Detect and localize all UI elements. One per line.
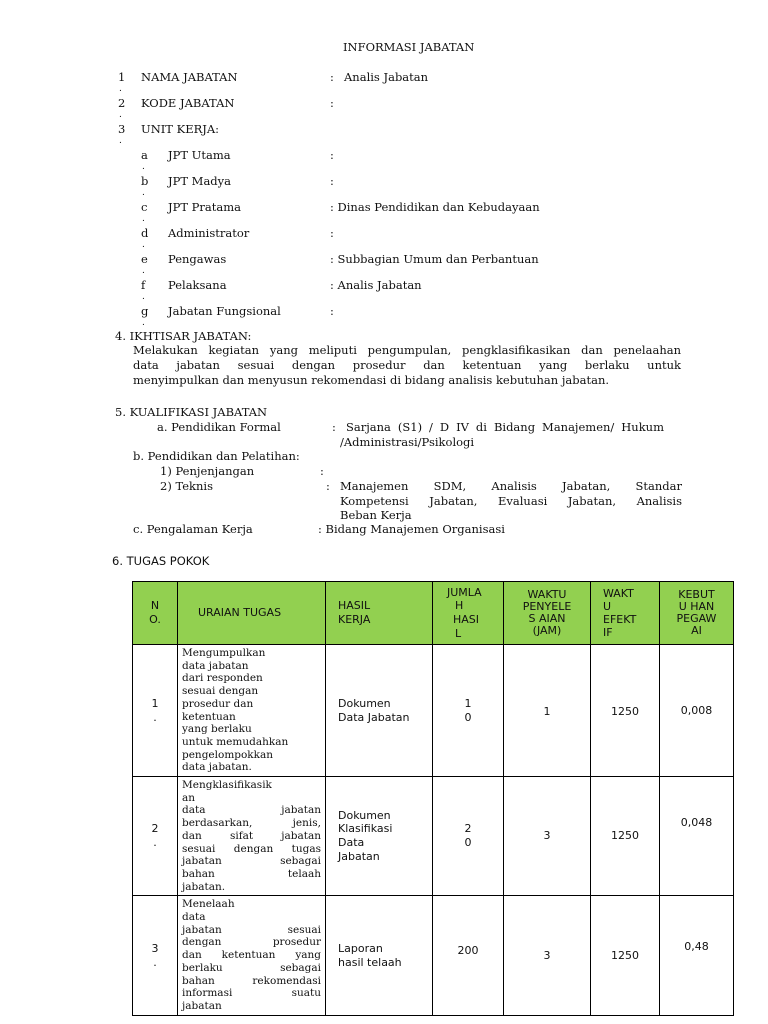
header-text: HASI [453, 613, 480, 626]
item-letter: g [141, 304, 149, 318]
cell-text: 2 [464, 822, 472, 836]
item-label: Pelaksana [168, 278, 227, 292]
list-dot: . [142, 292, 145, 302]
teknis-value: Manajemen SDM, Analisis Jabatan, Standar [340, 479, 682, 493]
header-text: KEBUT [678, 588, 715, 601]
cell-no [133, 777, 178, 896]
table-row [133, 777, 734, 896]
cell-text: 3 [151, 941, 159, 955]
cell-no [133, 896, 178, 1015]
cell-line: berlaku sebagai [182, 961, 321, 974]
cell-waktu: 3 [504, 777, 591, 896]
header-text: U [603, 600, 612, 613]
item-value: : [330, 174, 334, 188]
cell-kebutuhan: 0,048 [660, 777, 734, 896]
section-number: 2 [118, 96, 126, 110]
cell-kebutuhan: 0,008 [660, 645, 734, 777]
item-label: Jabatan Fungsional [168, 304, 281, 318]
ikhtisar-line: Melakukan kegiatan yang meliputi pengumpulan, pengklasifikasikan dan penelaahan [133, 343, 681, 357]
cell-no [133, 645, 178, 777]
cell-text: 0 [464, 836, 472, 850]
cell-line: jabatan sebagai [182, 855, 321, 868]
cell-text: Data [338, 836, 365, 850]
list-dot: . [142, 240, 145, 250]
list-dot: . [119, 110, 122, 120]
penjenjangan-label: 1) Penjenjangan [160, 464, 255, 478]
header-text: PENYELE [522, 600, 572, 613]
cell-line: jabatan sesuai [182, 923, 321, 936]
header-text: (JAM) [532, 624, 562, 637]
cell-line: dan ketentuan yang [182, 949, 321, 962]
cell-line: dengan prosedur [182, 936, 321, 949]
cell-efektif: 1250 [591, 896, 660, 1015]
cell-line: dan sifat jabatan [182, 829, 321, 842]
field-separator: : [330, 96, 334, 110]
list-dot: . [142, 214, 145, 224]
header-text: JUMLA [447, 585, 482, 599]
cell-waktu: 1 [504, 645, 591, 777]
cell-line: ketentuan [182, 710, 236, 723]
header-text: WAKTU [527, 588, 567, 601]
header-text: H [455, 599, 464, 613]
cell-jumlah [433, 777, 504, 896]
list-dot: . [142, 266, 145, 276]
header-text: S AIAN [528, 612, 566, 625]
field-separator: : [332, 420, 336, 434]
cell-text: Laporan [338, 941, 383, 955]
cell-line: Mengklasifikasik [182, 779, 272, 792]
header-text: L [455, 626, 462, 640]
item-letter: b [141, 174, 149, 188]
item-letter: a [141, 148, 148, 162]
cell-line: untuk memudahkan [182, 735, 289, 748]
ikhtisar-line: menyimpulkan dan menyusun rekomendasi di bidang analisis kebutuhan jabatan. [133, 373, 610, 387]
cell-line: sesuai dengan tugas [182, 842, 321, 855]
header-jumlah [433, 582, 504, 645]
header-text: HASIL [338, 599, 371, 613]
list-dot: . [119, 136, 122, 146]
table-header-row [133, 582, 734, 645]
cell-text: 1 [151, 696, 159, 710]
table-row [133, 896, 734, 1015]
header-text: KERJA [338, 613, 371, 626]
cell-line: bahan telaah [182, 867, 321, 880]
cell-text: hasil telaah [338, 955, 402, 969]
cell-line: data jabatan [182, 659, 249, 672]
item-label: JPT Madya [168, 174, 232, 188]
cell-efektif: 1250 [591, 645, 660, 777]
section-heading: 5. KUALIFIKASI JABATAN [115, 405, 268, 419]
cell-jumlah [433, 645, 504, 777]
item-label: Administrator [168, 226, 250, 240]
cell-efektif: 1250 [591, 777, 660, 896]
item-label: Pengawas [168, 252, 227, 266]
cell-line: an [182, 791, 196, 804]
item-value: : [330, 148, 334, 162]
field-label: KODE JABATAN [141, 96, 235, 110]
field-value: Analis Jabatan [344, 70, 429, 84]
cell-hasil [326, 645, 433, 777]
field-separator: : [330, 70, 334, 84]
cell-line: informasi suatu [182, 987, 321, 1000]
section-number: 3 [118, 122, 126, 136]
header-hasil [326, 582, 433, 645]
cell-line: data [182, 911, 206, 924]
table-row [133, 645, 734, 777]
item-value: : [330, 226, 334, 240]
cell-text: Dokumen [338, 808, 391, 822]
ikhtisar-line: data jabatan sesuai dengan prosedur dan ketentuan yang berlaku untuk [133, 358, 681, 372]
item-letter: f [141, 278, 146, 292]
header-text: EFEKT [603, 613, 637, 626]
cell-text: 2 [151, 822, 159, 836]
section-heading: 6. TUGAS POKOK [112, 554, 210, 568]
list-dot: . [142, 188, 145, 198]
item-value: : Analis Jabatan [330, 278, 422, 292]
cell-uraian [178, 645, 326, 777]
cell-line: prosedur dan [182, 697, 254, 710]
cell-waktu: 3 [504, 896, 591, 1015]
pengalaman-kerja-label: c. Pengalaman Kerja [133, 522, 253, 536]
item-value: : [330, 304, 334, 318]
cell-text: Klasifikasi [338, 822, 393, 836]
cell-line: data jabatan [182, 804, 321, 817]
cell-line: berdasarkan, jenis, [182, 817, 321, 830]
cell-line: data jabatan. [182, 761, 252, 774]
cell-text: . [153, 955, 157, 969]
header-text: N [150, 599, 160, 613]
item-value: : Subbagian Umum dan Perbantuan [330, 252, 539, 266]
item-label: JPT Utama [168, 148, 231, 162]
header-no [133, 582, 178, 645]
cell-uraian [178, 777, 326, 896]
field-separator: : [326, 479, 330, 493]
field-label: UNIT KERJA: [141, 122, 220, 136]
item-letter: d [141, 226, 149, 240]
section-heading: 4. IKHTISAR JABATAN: [115, 329, 252, 343]
list-dot: . [142, 162, 145, 172]
cell-text: 1 [464, 696, 472, 710]
cell-hasil [326, 896, 433, 1015]
header-text: IF [603, 626, 613, 639]
cell-line: jabatan [182, 999, 222, 1012]
pendidikan-formal-label: a. Pendidikan Formal [157, 420, 281, 434]
cell-line: bahan rekomendasi [182, 974, 321, 987]
cell-text: 0 [464, 710, 472, 724]
teknis-value-cont: Beban Kerja [340, 508, 412, 522]
cell-line: dari responden [182, 672, 263, 685]
list-dot: . [119, 84, 122, 94]
cell-jumlah: 200 [433, 896, 504, 1015]
header-text: U HAN [678, 600, 715, 613]
cell-line: yang berlaku [182, 723, 252, 736]
cell-text: . [153, 836, 157, 850]
section-number: 1 [118, 70, 126, 84]
teknis-value-cont: Kompetensi Jabatan, Evaluasi Jabatan, Analisis [340, 494, 682, 508]
header-text: O. [149, 613, 161, 626]
header-waktu [504, 582, 591, 645]
page-title: INFORMASI JABATAN [343, 40, 475, 54]
cell-line: jabatan. [182, 880, 226, 893]
tugas-pokok-table [132, 581, 734, 1016]
diklat-label: b. Pendidikan dan Pelatihan: [133, 449, 300, 463]
cell-text: Dokumen [338, 696, 391, 710]
cell-line: pengelompokkan [182, 748, 274, 761]
pendidikan-formal-value-cont: /Administrasi/Psikologi [340, 435, 475, 449]
cell-kebutuhan: 0,48 [660, 896, 734, 1015]
header-kebutuhan [660, 582, 734, 645]
cell-line: sesuai dengan [182, 685, 259, 698]
item-letter: e [141, 252, 148, 266]
teknis-label: 2) Teknis [160, 479, 213, 493]
cell-text: Data Jabatan [338, 710, 410, 724]
field-label: NAMA JABATAN [141, 70, 238, 84]
cell-text: Jabatan [338, 849, 380, 863]
cell-text: . [153, 710, 157, 724]
cell-line: Menelaah [182, 898, 235, 911]
item-label: JPT Pratama [168, 200, 242, 214]
header-text: WAKT [603, 587, 634, 600]
list-dot: . [142, 318, 145, 328]
item-letter: c [141, 200, 148, 214]
header-text: AI [691, 624, 702, 637]
cell-line: Mengumpulkan [182, 647, 266, 659]
cell-uraian [178, 896, 326, 1015]
pengalaman-kerja-value: : Bidang Manajemen Organisasi [318, 522, 505, 536]
field-separator: : [320, 464, 324, 478]
header-uraian: URAIAN TUGAS [178, 582, 326, 645]
header-text: PEGAW [676, 612, 717, 625]
cell-hasil [326, 777, 433, 896]
header-efektif [591, 582, 660, 645]
pendidikan-formal-value: Sarjana (S1) / D IV di Bidang Manajemen/ Hukum [346, 420, 664, 434]
item-value: : Dinas Pendidikan dan Kebudayaan [330, 200, 540, 214]
